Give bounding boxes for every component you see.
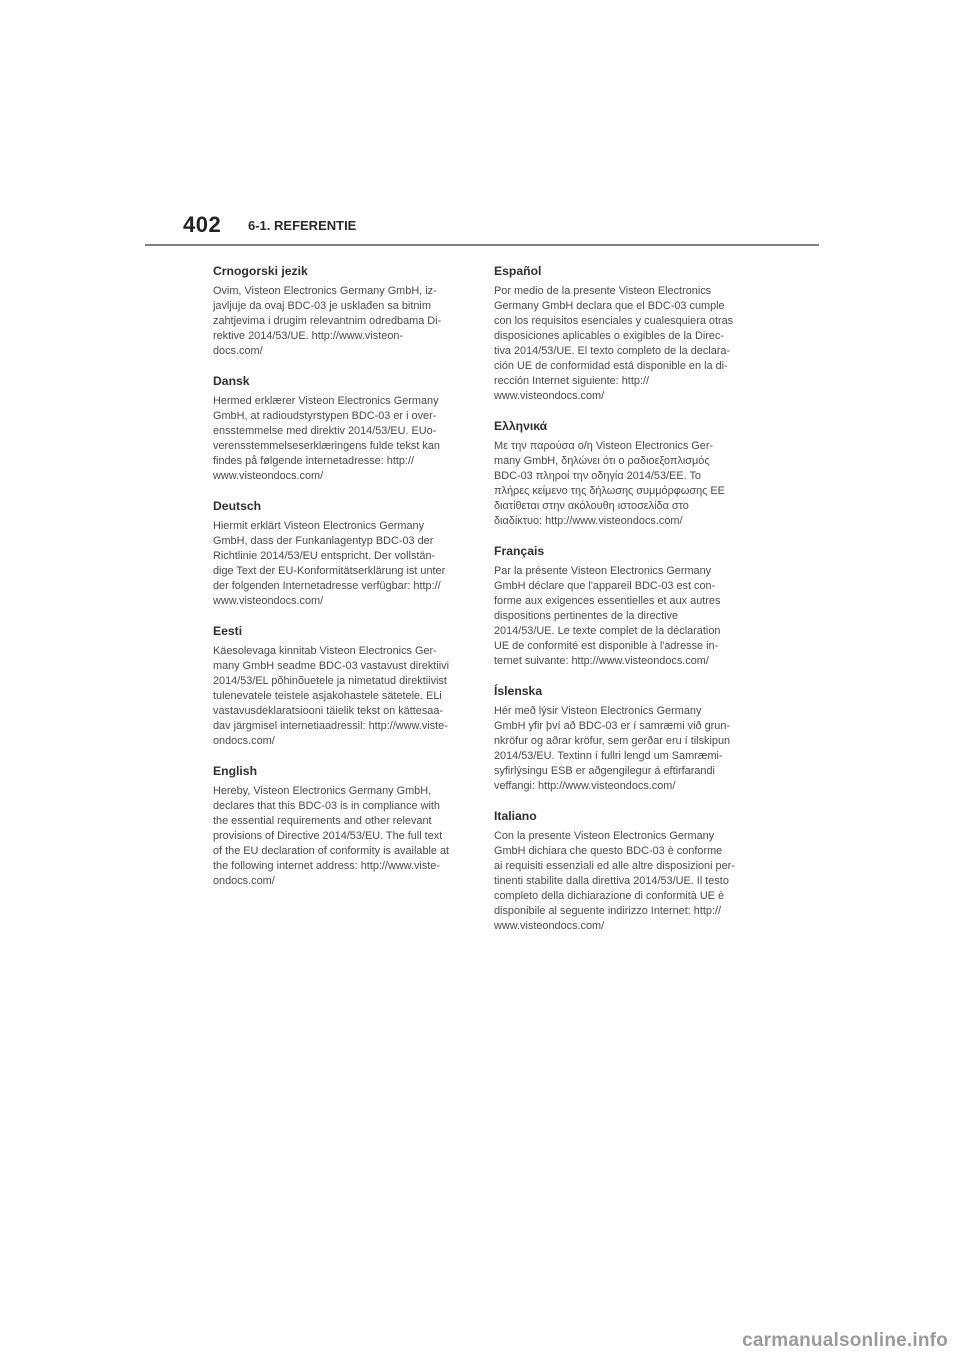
section-text: Käesolevaga kinnitab Visteon Electronics Ger- many GmbH seadme BDC-03 vastavust direktiivi 2014/53/EL põhinõuetele ja nimetatud direktiivist tulenevatele teistele asjakohastele sätetele. ELi vastavusdeklaratsiooni täielik tekst on kättesaa- dav järgmisel internetiaadressil: http://www.viste- ondocs.com/ — [213, 645, 450, 747]
section-islenska — [494, 682, 746, 794]
section-title: Français — [494, 544, 545, 558]
section-title: Dansk — [213, 374, 250, 388]
section-ellinika — [494, 417, 746, 529]
section-text: Με την παρούσα ο/η Visteon Electronics Ger- many GmbH, δηλώνει ότι ο ραδιοεξοπλισμός BDC-03 πληροί την οδηγία 2014/53/ΕΕ. Το πλήρες κείμενο της δήλωσης συμμόρφωσης ΕΕ διατίθεται στην ακόλουθη ιστοσελίδα στο διαδίκτυο: http://www.visteondocs.com/ — [494, 440, 725, 527]
section-text: Ovim, Visteon Electronics Germany GmbH, iz- javljuje da ovaj BDC-03 je usklađen sa bitnim zahtjevima i drugim relevantnim odredbama Di- rektive 2014/53/UE. http://www.visteon- docs.com/ — [213, 285, 442, 357]
section-francais — [494, 542, 746, 669]
section-text: Hér með lýsir Visteon Electronics Germany GmbH yfir því að BDC-03 er í samræmi við grun- nkröfur og aðrar kröfur, sem gerðar eru í tilskipun 2014/53/EU. Textinn í fullri lengd um Samræmi- syfirlýsingu ESB er aðgengilegur á eftirfarandi veffangi: http://www.visteondocs.com/ — [494, 705, 731, 792]
watermark: carmanualsonline.info — [742, 1330, 948, 1351]
section-title: Crnogorski jezik — [213, 264, 308, 278]
section-deutsch — [213, 497, 465, 609]
section-crnogorski — [213, 262, 465, 359]
left-column — [213, 262, 465, 902]
page-header — [145, 212, 819, 246]
right-column — [494, 262, 746, 947]
section-title: Eesti — [213, 624, 243, 638]
section-title: Deutsch — [213, 499, 262, 513]
section-title: Italiano — [494, 809, 537, 823]
section-title: English — [213, 764, 258, 778]
section-english — [213, 762, 465, 889]
section-title: Ελληνικά — [494, 419, 548, 433]
section-text: Hermed erklærer Visteon Electronics Germany GmbH, at radioudstyrstypen BDC-03 er i over- ensstemmelse med direktiv 2014/53/EU. EUo- verensstemmelseserklæringens fulde tekst kan findes på følgende internetadresse: http:// www.visteondocs.com/ — [213, 395, 440, 482]
section-italiano — [494, 807, 746, 934]
section-text: Por medio de la presente Visteon Electronics Germany GmbH declara que el BDC-03 cumple con los requisitos esenciales y cualesquiera otras disposiciones aplicables o exigibles de la Direc- tiva 2014/53/UE. El texto completo de la declara- ción UE de conformidad está disponible en la di- rección Internet siguiente: http:// www.visteondocs.com/ — [494, 285, 734, 402]
section-title: Español — [494, 264, 542, 278]
section-text: Par la présente Visteon Electronics Germany GmbH déclare que l'appareil BDC-03 est con- forme aux exigences essentielles et aux autres dispositions pertinentes de la directive 2014/53/UE. Le texte complet de la déclaration UE de conformité est disponible à l'adresse in- ternet suivante: http://www.visteondocs.com/ — [494, 565, 721, 667]
section-text: Hereby, Visteon Electronics Germany GmbH, declares that this BDC-03 is in compliance with the essential requirements and other relevant provisions of Directive 2014/53/EU. The full text of the EU declaration of conformity is available at the following internet address: http://www.viste- ondocs.com/ — [213, 785, 450, 887]
section-eesti — [213, 622, 465, 749]
section-espanol — [494, 262, 746, 404]
section-title: Íslenska — [494, 684, 543, 698]
section-dansk — [213, 372, 465, 484]
chapter-title: 6-1. REFERENTIE — [248, 218, 357, 233]
page-number: 402 — [183, 212, 222, 237]
header-rule — [145, 244, 819, 246]
section-text: Hiermit erklärt Visteon Electronics Germany GmbH, dass der Funkanlagentyp BDC-03 der Richtlinie 2014/53/EU entspricht. Der vollstän- dige Text der EU-Konformitätserklärung ist unter der folgenden Internetadresse verfügbar: http:// www.visteondocs.com/ — [213, 520, 446, 607]
section-text: Con la presente Visteon Electronics Germany GmbH dichiara che questo BDC-03 è conforme ai requisiti essenziali ed alle altre disposizioni per- tinenti stabilite dalla direttiva 2014/53/UE. Il testo completo della dichiarazione di conformità UE è disponibile al seguente indirizzo Internet: http:// www.visteondocs.com/ — [494, 830, 735, 932]
